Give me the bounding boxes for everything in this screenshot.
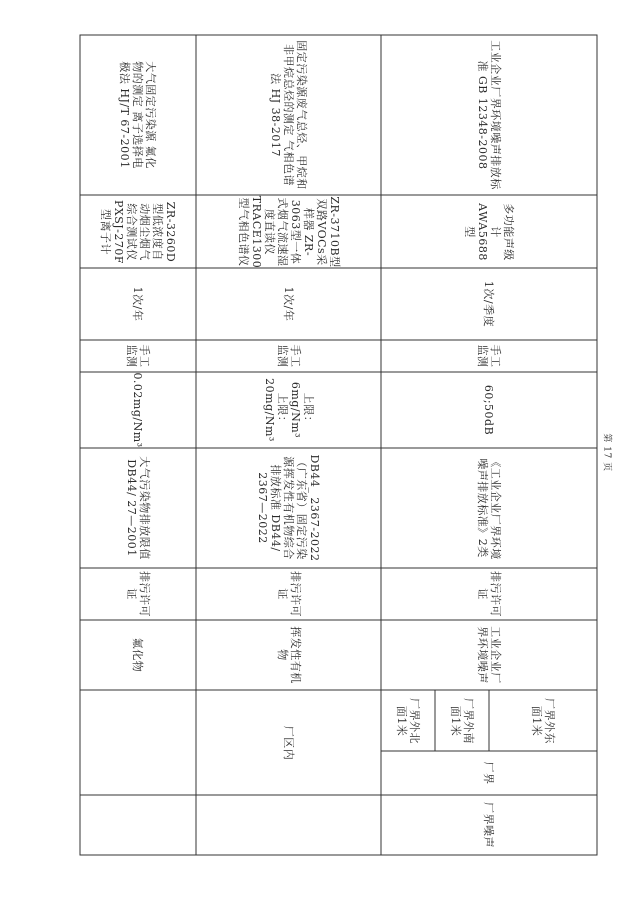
row3-analysis: 工业企业厂界环境噪声排放标准 GB 12348-2008: [476, 40, 502, 190]
row1-instrument: ZR-3260D型低浓度自动烟尘烟气综合测试仪 PXSJ-270F型离子计: [99, 199, 177, 264]
row3-instrument: 多功能声级计 AWA5688型: [463, 202, 515, 261]
row2-pollutant: 挥发性有机物: [275, 626, 302, 684]
row1-pollutant: 氟化物: [131, 637, 145, 673]
row1-analysis: 大气固定污染源 氟化物的测定 离子选择电极法 HJ/T 67-2001: [118, 61, 158, 169]
row3-basis: 排污许可证: [476, 571, 502, 617]
row2-frequency: 1次/年: [282, 286, 295, 322]
row2-method: 手工监测: [275, 344, 302, 368]
row3-method: 手工监测: [476, 344, 502, 368]
row3-limit: 60;50dB: [482, 384, 496, 436]
row1-frequency: 1次/年: [131, 286, 145, 322]
row3-point-east: 厂界外东面1米: [530, 697, 556, 744]
row3-point-south: 厂界外南面1米: [449, 697, 475, 744]
row2-analysis: 固定污染源废气总烃、甲烷和非甲烷总烃的测定 气相色谱法 HJ 38-2017: [269, 40, 308, 190]
row2-limit: 上限：6mg/Nm³ 上限：20mg/Nm³: [262, 378, 315, 442]
row2-instrument: ZR-3710B型双路VOCs采样器 ZR-3063型一体式烟气流速湿度直读仪 TRACE1300型气相色谱仪: [236, 195, 341, 268]
row1-method: 手工监测: [125, 344, 151, 368]
row3-point-north: 厂界外北面1米: [395, 697, 421, 744]
row3-frequency: 1次/季度: [482, 280, 496, 328]
row3-standard: 《工业企业厂界环境噪声排放标准》2类: [476, 456, 502, 560]
row1-limit: 0.02mg/Nm³: [131, 372, 145, 448]
row3-pollutant: 工业企业厂界环境噪声: [476, 626, 502, 684]
row1-basis: 排污许可证: [125, 571, 151, 617]
page-number: 第 17 页: [601, 432, 612, 472]
row2-location: 厂区内: [282, 725, 295, 760]
row1-standard: 大气污染物排放限值 DB44/ 27—2001: [125, 456, 151, 560]
row3-category: 厂界噪声: [482, 802, 496, 848]
row3-location: 厂界: [482, 761, 496, 785]
row2-basis: 排污许可证: [275, 571, 302, 617]
row2-standard: DB44_ 2367-2022（广东省）固定污染源挥发性有机物综合排放标准 DB44/ 2367—2022: [256, 454, 321, 562]
